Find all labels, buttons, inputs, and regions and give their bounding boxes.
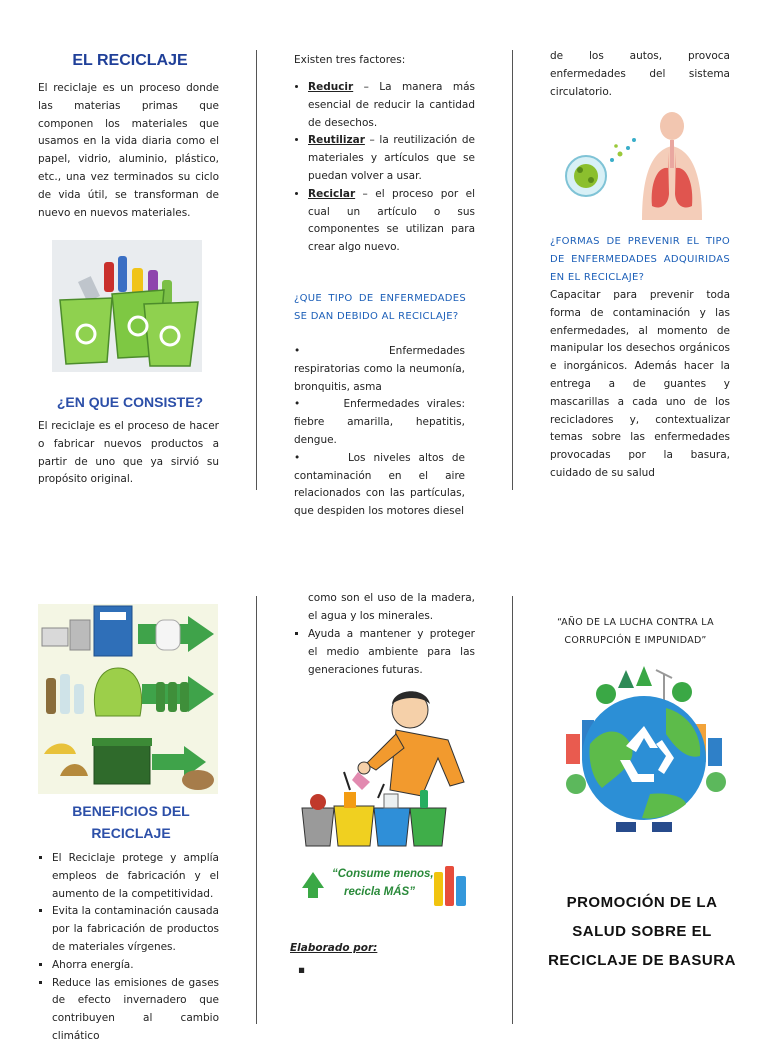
benefits-title: BENEFICIOS DEL RECICLAJE bbox=[72, 803, 190, 841]
factor-term: Reutilizar bbox=[308, 134, 365, 147]
factor-text: – La manera más esencial de reducir la cantidad de desechos. bbox=[308, 81, 475, 129]
benefits-list bbox=[38, 850, 219, 1046]
bottles-icon bbox=[432, 862, 468, 908]
lungs-virus-illustration bbox=[562, 110, 712, 220]
panel1-subtitle: ¿EN QUE CONSISTE? bbox=[56, 394, 204, 410]
prevention-text: Capacitar para prevenir toda forma de contaminación y las enfermedades, al momento de manipular los desechos orgánicos e inorgánicos. Además hacer la entrega a de guantes y mascarillas a cada uno de los recicladores y, contextualizar temas sobre las enfermedades provocadas por la basura, cuidado de su salud bbox=[550, 289, 730, 479]
factor-text: – la reutilización de materiales y artículos que se puedan volver a usar. bbox=[308, 134, 475, 182]
panel-divider bbox=[256, 596, 257, 1024]
author-label: Elaborado por: bbox=[290, 942, 378, 954]
recycling-bins-illustration bbox=[52, 240, 202, 372]
main-title: PROMOCIÓN DE LA SALUD SOBRE EL RECICLAJE DE BASURA bbox=[548, 894, 736, 969]
disease-item: • Enfermedades virales: fiebre amarilla, hepatitis, dengue. bbox=[294, 398, 465, 446]
panel1-intro: El reciclaje es un proceso donde las materias primas que componen los materiales que usamos en la vida diaria como el papel, vidrio, aluminio, plástico, etc., una vez terminados su ciclo de vida útil, se transforman de nuevo en nuevos materiales. bbox=[38, 82, 219, 219]
panel5-bullets bbox=[294, 626, 475, 679]
panel2-intro: Existen tres factores: bbox=[294, 54, 406, 66]
factor-item bbox=[308, 79, 475, 132]
factor-item bbox=[308, 186, 475, 257]
factor-item bbox=[308, 132, 475, 185]
slogan-line2: recicla MÁS” bbox=[344, 886, 415, 898]
panel5-continuation: como son el uso de la madera, el agua y los minerales. bbox=[308, 592, 475, 622]
benefit-item: ▪ Evita la contaminación causada por la fabricación de productos de materiales vírgenes. bbox=[52, 903, 219, 956]
eco-globe-illustration bbox=[546, 664, 742, 844]
benefit-item: ▪ El Reciclaje protege y amplía empleos de fabricación y el aumento de la competitividad. bbox=[52, 850, 219, 903]
factors-list bbox=[294, 79, 475, 257]
benefit-item: ▪ Ahorra energía. bbox=[52, 957, 219, 975]
prevention-question: ¿FORMAS DE PREVENIR EL TIPO DE ENFERMEDADES ADQUIRIDAS EN EL RECICLAJE? bbox=[550, 236, 730, 283]
recycling-process-illustration bbox=[38, 604, 218, 794]
panel1-title: EL RECICLAJE bbox=[72, 52, 188, 69]
panel-divider bbox=[512, 596, 513, 1024]
benefit-item: ▪ Reduce las emisiones de gases de efecto invernadero que contribuyen al cambio climático bbox=[52, 975, 219, 1046]
factor-text: – el proceso por el cual un artículo o sus componentes se utilizan para crear algo nuevo. bbox=[308, 187, 475, 254]
factor-term: Reciclar bbox=[308, 187, 356, 200]
panel1-consiste: El reciclaje es el proceso de hacer o fabricar nuevos productos a partir de uno que ya sirvió su propósito original. bbox=[38, 420, 219, 486]
disease-item: • Los niveles altos de contaminación en el aire relacionados con las partículas, que despiden los motores diesel bbox=[294, 451, 465, 518]
author-bullet: ▪ bbox=[298, 964, 306, 976]
protect-item: ▪ Ayuda a mantener y proteger el medio ambiente para las generaciones futuras. bbox=[308, 626, 475, 679]
diseases-question: ¿QUE TIPO DE ENFERMEDADES SE DAN DEBIDO AL RECICLAJE? bbox=[294, 293, 466, 322]
factor-term: Reducir bbox=[308, 81, 354, 93]
panel-divider bbox=[512, 50, 513, 490]
slogan-line1: “Consume menos, bbox=[332, 868, 434, 880]
panel-divider bbox=[256, 50, 257, 490]
boy-recycling-illustration bbox=[298, 686, 468, 851]
diseases-list bbox=[294, 343, 465, 521]
panel3-continuation: de los autos, provoca enfermedades del sistema circulatorio. bbox=[550, 50, 730, 98]
recycle-icon bbox=[300, 870, 326, 900]
disease-item: • Enfermedades respiratorias como la neumonía, bronquitis, asma bbox=[294, 345, 465, 393]
slogan-banner bbox=[298, 858, 470, 914]
year-motto: “AÑO DE LA LUCHA CONTRA LA CORRUPCIÓN E IMPUNIDAD” bbox=[557, 617, 714, 646]
